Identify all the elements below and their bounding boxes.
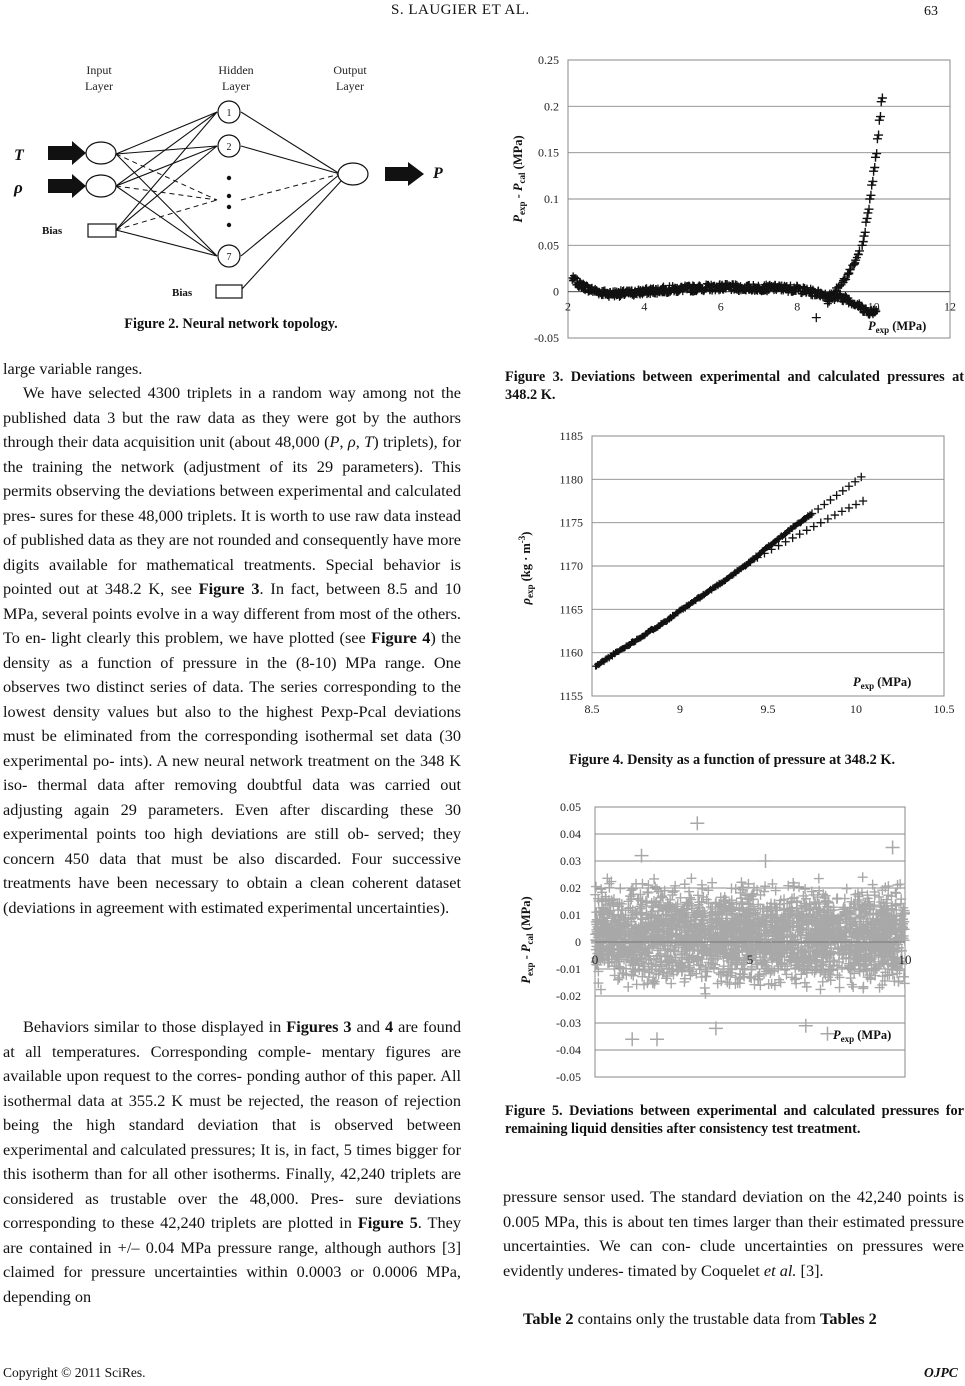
figure-3-caption: Figure 3. Deviations between experimental and calculated pressures at 348.2 K. bbox=[505, 369, 964, 403]
x-axis-label: $P_{exp}$ (MPa) bbox=[853, 675, 912, 691]
y-tick-label: -0.02 bbox=[556, 989, 581, 1003]
y-tick-label: 1180 bbox=[559, 472, 583, 487]
output-arrow-p bbox=[385, 162, 424, 186]
x-tick-label: 10 bbox=[850, 702, 862, 716]
running-title: S. LAUGIER ET AL. bbox=[391, 2, 530, 18]
y-tick-label: -0.04 bbox=[556, 1043, 581, 1057]
y-tick-label: 0.25 bbox=[538, 53, 559, 67]
x-tick-label: 2 bbox=[565, 299, 571, 314]
y-tick-label: 1175 bbox=[559, 515, 583, 530]
y-tick-label: 1165 bbox=[559, 602, 583, 617]
y-tick-label: -0.03 bbox=[556, 1016, 581, 1030]
right-paragraph-1: pressure sensor used. The standard deviation on the 42,240 points is 0.005 MPa, this is about ten times larger than their estimated pressure uncertainties. We can con- clude uncertainties on pressures were evidently underes- timated by Coquelet et al. [3]. bbox=[503, 1187, 964, 1280]
y-tick-label: 1160 bbox=[559, 645, 583, 660]
figure-5-caption: Figure 5. Deviations between experimental and calculated pressures for remaining liquid densities after consistency test treatment. bbox=[505, 1103, 964, 1137]
input-node-t bbox=[86, 142, 116, 164]
x-tick-label: 9.5 bbox=[760, 702, 776, 716]
hidden-node-7-label: 7 bbox=[226, 252, 232, 263]
y-tick-label: -0.05 bbox=[556, 1070, 581, 1084]
input-arrow-rho bbox=[48, 174, 86, 198]
y-tick-label: 0.02 bbox=[560, 881, 581, 895]
y-axis-label: $P_{exp} - P_{cal}$ (MPa) bbox=[511, 135, 527, 223]
output-p-label: P bbox=[433, 165, 443, 182]
figure-2-neural-network bbox=[0, 50, 470, 308]
ellipsis-dots bbox=[227, 176, 231, 227]
y-tick-label: 0.05 bbox=[538, 238, 559, 253]
x-tick-label: 10.5 bbox=[933, 702, 955, 716]
y-tick-label: 0.15 bbox=[538, 145, 559, 160]
paragraph-2: Behaviors similar to those displayed in Figures 3 and 4 are found at all temperatures. Corresponding comple- mentary figures are available upon request to the corres- ponding author of this paper. All isothermal data at 355.2 K must be rejected, the reason of rejection being the high standard deviation that is observed between experimental and calculated pressures; It is, in fact, 5 times bigger for this isotherm than for all other isotherms. Finally, 42,240 triplets are considered as trustable over the 48,000. Pres- sure deviations corresponding to these 42,240 triplets are plotted in Figure 5. They are contained in +/– 0.04 MPa pressure range, although authors [3] claimed for pressure uncertainties within 0.0003 or 0.0006 MPa, depending on bbox=[3, 1017, 462, 1306]
figure-3-chart bbox=[500, 45, 962, 350]
input-arrow-t bbox=[48, 141, 86, 165]
x-axis-label: $P_{exp}$ (MPa) bbox=[868, 319, 927, 335]
tables-2-ref[interactable]: Tables 2 bbox=[819, 1309, 877, 1328]
x-tick-label: 12 bbox=[944, 299, 956, 314]
y-tick-label: 0.2 bbox=[544, 99, 559, 114]
y-tick-label: -0.01 bbox=[556, 962, 581, 976]
y-tick-label: 0 bbox=[553, 284, 559, 299]
figure-4-ref-2[interactable]: 4 bbox=[385, 1017, 394, 1036]
right-paragraph-2: Table 2 contains only the trustable data from Tables 2 bbox=[523, 1309, 877, 1328]
label-input-layer-1: Input bbox=[86, 63, 112, 77]
y-tick-label: 0.04 bbox=[560, 827, 581, 841]
y-tick-label: 0 bbox=[575, 935, 581, 949]
hidden-bias-node bbox=[216, 285, 242, 298]
x-tick-label: 10 bbox=[898, 952, 912, 967]
figure-4-chart bbox=[500, 418, 962, 723]
paragraph-1: We have selected 4300 triplets in a random way among not the published data 3 but the raw data as they were got by the authors through their data acquisition unit (about 48,000 (P, ρ, T) triplets), for the training the network (adjustment of its 29 parameters). This permits observing the deviations between experimental and calculated pres- sures for these 48,000 triplets. It is worth to use raw data instead of published data as they are not rounded and consequently have more digits available for mathematical treatments. Special behavior is pointed out at 348.2 K, see Figure 3. In fact, between 8.5 and 10 MPa, several points evolve in a way different from most of the others. To en- light clearly this problem, we have plotted (see Figure 4) the density as a function of pressure in the (8-10) MPa range. One observes two distinct series of data. The series corresponding to the lowest density values but also to the highest Pexp-Pcal deviations must be eliminated from the corresponding isothermal set data (30 experimental po- ints). A new neural network treatment on the 348 K iso- thermal data after removing doubtful data was carried out adjusting again 29 parameters. Even after discarding these 30 experimental points too high deviations are still ob- served; they concern 450 data that must be also discarded. Four successive treatments have been necessary to obtain a clean coherent dataset (deviations in agreement with estimated experimental uncertainties). bbox=[3, 383, 462, 917]
x-tick-label: 6 bbox=[717, 299, 724, 314]
label-output-layer-2: Layer bbox=[336, 79, 364, 93]
label-hidden-layer-2: Layer bbox=[222, 79, 250, 93]
hidden-node-2-label: 2 bbox=[226, 142, 232, 153]
x-axis-label: $P_{exp}$ (MPa) bbox=[833, 1028, 892, 1044]
hidden-node-1-label: 1 bbox=[226, 108, 232, 119]
bias-hidden-label: Bias bbox=[172, 287, 193, 299]
figures-3-ref[interactable]: Figures 3 bbox=[286, 1017, 352, 1036]
footer-copyright: Copyright © 2011 SciRes. bbox=[3, 1365, 146, 1380]
y-tick-label: 0.01 bbox=[560, 908, 581, 922]
output-node bbox=[338, 163, 368, 185]
y-tick-label: 0.05 bbox=[560, 800, 581, 814]
x-tick-label: 0 bbox=[591, 952, 599, 967]
x-tick-label: 8.5 bbox=[584, 702, 600, 716]
figure-4-caption: Figure 4. Density as a function of pressure at 348.2 K. bbox=[568, 752, 896, 768]
table-2-ref[interactable]: Table 2 bbox=[523, 1309, 574, 1328]
figure-3-ref[interactable]: Figure 3 bbox=[198, 579, 260, 598]
x-tick-label: 9 bbox=[677, 702, 683, 716]
label-input-layer-2: Layer bbox=[85, 79, 113, 93]
y-tick-label: -0.05 bbox=[534, 331, 559, 345]
bias-input-label: Bias bbox=[42, 225, 63, 237]
figure-5-chart bbox=[500, 790, 962, 1095]
figure-2-caption: Figure 2. Neural network topology. bbox=[124, 316, 338, 332]
y-axis-label: $\rho_{exp}$ $(kg \cdot m^{-3})$ bbox=[517, 531, 535, 605]
x-tick-label: 5 bbox=[746, 952, 754, 967]
input-rho-label: ρ bbox=[14, 178, 23, 197]
y-tick-label: 1170 bbox=[559, 559, 583, 573]
x-tick-label: 10 bbox=[867, 299, 880, 314]
y-tick-label: 0.1 bbox=[544, 192, 559, 206]
figure-5-ref[interactable]: Figure 5 bbox=[357, 1213, 418, 1232]
x-tick-label: 4 bbox=[641, 299, 648, 314]
page-number: 63 bbox=[924, 4, 938, 19]
footer-journal: OJPC bbox=[924, 1365, 958, 1380]
figure-4-ref[interactable]: Figure 4 bbox=[371, 628, 431, 647]
y-tick-label: 1155 bbox=[559, 689, 583, 703]
x-tick-label: 8 bbox=[794, 299, 801, 314]
y-axis-label: $P_{exp} - P_{cal}$ (MPa) bbox=[519, 896, 535, 984]
paragraph-0: large variable ranges. bbox=[3, 359, 143, 378]
y-tick-label: 0.03 bbox=[560, 854, 581, 868]
label-output-layer-1: Output bbox=[333, 63, 367, 77]
input-bias-node bbox=[88, 224, 116, 237]
y-tick-label: 1185 bbox=[559, 429, 583, 443]
input-t-label: T bbox=[14, 147, 24, 164]
label-hidden-layer-1: Hidden bbox=[218, 63, 254, 77]
input-node-rho bbox=[86, 175, 116, 197]
